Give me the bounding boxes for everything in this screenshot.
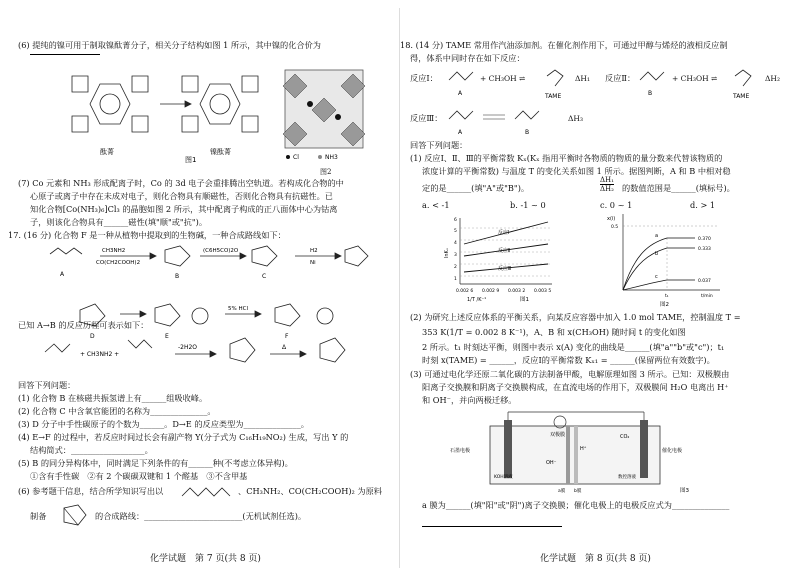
reaction-3: [445, 103, 565, 139]
fig2-caption-right: 图2: [660, 302, 669, 308]
q6-answer-blank: [30, 54, 100, 55]
rxn1-plus: + CH₃OH ⇌: [480, 74, 526, 83]
reagent-ni: Ni: [310, 260, 316, 266]
rxn2-TAME: TAME: [733, 93, 750, 100]
fig1-ylabel: lnKₓ: [444, 247, 450, 258]
q7-line3: 知化合物[Co(NH₃)₆]Cl₃ 的晶胞如图 2 所示，其中配离子构成的正八面体中心为钴离: [30, 204, 338, 214]
fig1-xtick-3: 0.003 2: [508, 289, 526, 294]
q17-head: 17. (16 分) 化合物 F 是一种从植物中提取到的生物碱，一种合成路线如下：: [8, 230, 286, 240]
curve-label-b: b: [655, 251, 659, 257]
right-footer: 化学试题 第 8 页(共 8 页): [540, 554, 651, 564]
q17-6c: 制备: [30, 511, 47, 521]
mechanism-scheme: [40, 332, 380, 380]
q18-3b: 阳离子交换膜和阴离子交换膜构成，在直流电场的作用下，双极膜间 H₂O 电离出 H⁺: [422, 382, 729, 392]
reagent-hcl: 5% HCl: [228, 306, 248, 312]
known-line: 已知 A→B 的反应历程可表示如下：: [18, 320, 149, 330]
option-c: c. 0 ~ 1: [600, 200, 633, 210]
target-structure: [58, 502, 92, 528]
rxn2-dh: ΔH₂: [765, 74, 780, 83]
fig1-xlabel: 1/T /K⁻¹: [467, 297, 487, 303]
fig3-ohminus: OH⁻: [546, 460, 557, 466]
fig1-xtick-2: 0.002 9: [482, 289, 500, 294]
left-footer: 化学试题 第 7 页(共 8 页): [150, 554, 261, 564]
curve-label-a: a: [655, 233, 659, 239]
rxn3-dh: ΔH₃: [568, 114, 583, 123]
rxn1-TAME: TAME: [545, 93, 562, 100]
fig3-hplus: H⁺: [580, 446, 587, 452]
ratio-top: ΔH₁: [600, 176, 614, 184]
reagent-h2: H2: [310, 248, 318, 254]
q6-line1: (6) 提纯的镍可用于制取镍酞菁分子，相关分子结构如图 1 所示，其中镍的化合价为: [18, 40, 321, 50]
fig2-ylabel: x(i): [607, 216, 616, 222]
option-a: a. < -1: [422, 200, 450, 210]
q18-2a: (2) 为研究上述反应体系的平衡关系，向某反应容器中加入 1.0 mol TAME，控制温度 T =: [410, 312, 741, 322]
answer-head-18: 回答下列问题：: [410, 140, 468, 150]
reagent-acid: CO(CH2COOH)2: [96, 260, 141, 266]
fig2-legend-nh3: NH3: [325, 154, 338, 161]
fig2-xi-chart: [605, 208, 730, 308]
value-c: 0.037: [698, 279, 711, 284]
q7-line1: (7) Co 元素和 NH₃ 形成配离子时，Co 的 3d 电子会重排腾出空轨道。若构成化合物的中: [18, 178, 344, 188]
fig1-label-nipc: 镍酞菁: [210, 148, 231, 156]
curve-c: [623, 280, 695, 290]
mech-heat: Δ: [282, 344, 287, 351]
fig2-legend-cl: Cl: [293, 154, 299, 161]
rxn3-A: A: [458, 129, 463, 136]
q18-1c: 定的是______(填"A"或"B")。: [422, 183, 530, 193]
fig2-crystal-cell: [275, 62, 375, 166]
q18-head2: 得，体系中同时存在如下反应：: [410, 53, 525, 63]
q17-4a: (4) E→F 的过程中，若反应时间过长会有副产物 Y(分子式为 C₁₆H₁₉NO₂) 生成，写出 Y 的: [18, 432, 349, 442]
q17-6d: 的合成路线：________________________(无机试剂任选)。: [95, 511, 307, 521]
q18-1a: (1) 反应Ⅰ、Ⅱ、Ⅲ的平衡常数 Kₓ(Kₓ 指用平衡时各物质的物质的量分数来代替该物质的: [410, 153, 723, 163]
option-b: b. -1 ~ 0: [510, 200, 546, 210]
q17-5: (5) B 的同分异构体中，同时满足下列条件的有______种(不考虑立体异构)。: [18, 458, 293, 468]
q18-2b: 353 K(1/T = 0.002 8 K⁻¹)，A、B 和 x(CH₃OH) 随时间 t 的变化如图: [422, 327, 686, 337]
reagent-ch3nh2: CH3NH2: [102, 248, 126, 254]
fig3-catalyst: 催化电极: [662, 448, 683, 454]
scheme-B: B: [175, 273, 180, 280]
q18-3c: 和 OH⁻，并向两极迁移。: [422, 395, 517, 405]
curve-b: [623, 248, 695, 290]
q17-1: (1) 化合物 B 在核磁共振氢谱上有______组吸收峰。: [18, 393, 208, 403]
fig3-caption: 图3: [680, 488, 689, 494]
rxn1-dh: ΔH₁: [575, 74, 590, 83]
curve-a: [623, 238, 695, 290]
fig1-caption-right: 图1: [520, 297, 529, 303]
scheme-D: D: [90, 333, 95, 340]
q17-6a: (6) 参考题干信息，结合所学知识写出以: [18, 486, 164, 496]
q17-5-conditions: ①含有手性碳 ②有 2 个碳碳双键和 1 个醛基 ③不含甲基: [30, 471, 248, 481]
fig1-line-label-3: 反应Ⅲ: [498, 266, 512, 272]
fig1-ytick-3: 3: [454, 253, 457, 258]
q17-2: (2) 化合物 C 中含氧官能团的名称为______________。: [18, 406, 216, 416]
fig1-xtick-1: 0.002 6: [456, 289, 474, 294]
fig3-co2: CO₂: [620, 434, 630, 440]
q7-line2: 心原子或离子中存在未成对电子，则化合物具有顺磁性，否则化合物具有抗磁性。已: [30, 191, 333, 201]
fig1-ytick-4: 4: [454, 241, 457, 246]
fig2-xlabel: t/min: [701, 294, 713, 299]
q18-1b: 浓度计算的平衡常数) 与温度 T 的变化关系如图 1 所示。据图判断，A 和 B 中相对稳: [422, 166, 731, 176]
scheme-E: E: [165, 333, 169, 340]
q18-2d: 时刻 x(TAME) = ______，反应Ⅰ的平衡常数 Kₓ₁ = ______(保留两位有效数字)。: [422, 355, 715, 365]
fig2-ytop: 0.5: [611, 225, 619, 230]
value-b: 0.333: [698, 247, 711, 252]
scheme-A: A: [60, 271, 65, 278]
fig1-ytick-1: 1: [454, 277, 457, 282]
fig1-ytick-6: 6: [454, 218, 457, 223]
fig1-phthalocyanine: [60, 64, 310, 164]
scheme-F: F: [285, 333, 289, 340]
fig3-bipolar: 双极膜: [550, 432, 566, 438]
ratio-bottom: ΔH₂: [600, 185, 614, 193]
mech-dehydrate: -2H2O: [178, 344, 198, 351]
q18-3d-blank: [422, 526, 562, 527]
q17-6b: 、CH₃NH₂、CO(CH₂COOH)₂ 为原料: [238, 486, 382, 496]
value-a: 0.370: [698, 237, 711, 242]
q18-2c: 2 所示。t₁ 时刻达平衡，则图中表示 x(A) 变化的曲线是______(填"a""b"或"c")；t₁: [422, 342, 725, 352]
rxn2-label: 反应Ⅱ：: [605, 73, 636, 83]
q18-head: 18. (14 分) TAME 常用作汽油添加剂。在催化剂作用下，可通过甲醇与烯烃的液相反应制: [400, 40, 728, 50]
q7-line4: 子，则该化合物具有______磁性(填"顺"或"抗")。: [30, 217, 208, 227]
fig2-t1: t₁: [665, 294, 669, 299]
fig3-b-membrane: b膜: [574, 489, 582, 494]
dibromo-structure: [180, 482, 236, 502]
fig3-a-membrane: a膜: [558, 489, 566, 494]
pc-ring: [90, 84, 130, 124]
fig1-ytick-2: 2: [454, 265, 457, 270]
curve-label-c: c: [655, 274, 658, 280]
fig3-electrolysis: [450, 408, 720, 494]
q18-3a: (3) 可通过电化学还原二氧化碳的方法制备甲酸，电解原理如图 3 所示。已知：双极膜由: [410, 369, 730, 379]
fig3-graphite: 石墨电极: [450, 448, 471, 454]
option-d: d. > 1: [690, 200, 716, 210]
q18-3d: a 膜为______(填"阳"或"阴")离子交换膜；催化电极上的电极反应式为______________: [422, 500, 730, 510]
rxn2-plus: + CH₃OH ⇌: [672, 74, 718, 83]
scheme-C: C: [262, 273, 267, 280]
fig3-koh: KOH溶液: [494, 475, 513, 480]
fig1-line-label-2: 反应Ⅱ: [498, 248, 511, 254]
rxn3-label: 反应Ⅲ：: [410, 113, 443, 123]
answer-head-17: 回答下列问题：: [18, 380, 76, 390]
rxn2-B: B: [648, 90, 653, 97]
mech-plus: + CH3NH2 +: [80, 351, 120, 358]
rxn1-A: A: [458, 90, 463, 97]
fig1-ytick-5: 5: [454, 229, 457, 234]
rxn1-label: 反应Ⅰ：: [410, 73, 438, 83]
q18-1d: 的数值范围是______(填标号)。: [622, 183, 735, 193]
fig1-caption: 图1: [185, 156, 197, 164]
fig2-caption: 图2: [320, 168, 332, 176]
fig1-label-pc: 酞菁: [100, 148, 114, 156]
fig1-lnkx-chart: [442, 212, 562, 304]
fig1-line-label-1: 反应Ⅰ: [498, 230, 510, 236]
fig1-xtick-4: 0.003 5: [534, 289, 552, 294]
nipc-ring: [200, 84, 240, 124]
rxn3-B: B: [525, 129, 530, 136]
reagent-anhydride: (C6H5CO)2O: [203, 248, 239, 254]
ratio: [600, 176, 614, 193]
q17-4b: 结构简式：__________________。: [30, 445, 153, 455]
right-page: [400, 0, 800, 579]
q17-3: (3) D 分子中手性碳原子的个数为______。D→E 的反应类型为______________。: [18, 419, 309, 429]
fig3-digital: 数控溶液: [618, 475, 636, 480]
